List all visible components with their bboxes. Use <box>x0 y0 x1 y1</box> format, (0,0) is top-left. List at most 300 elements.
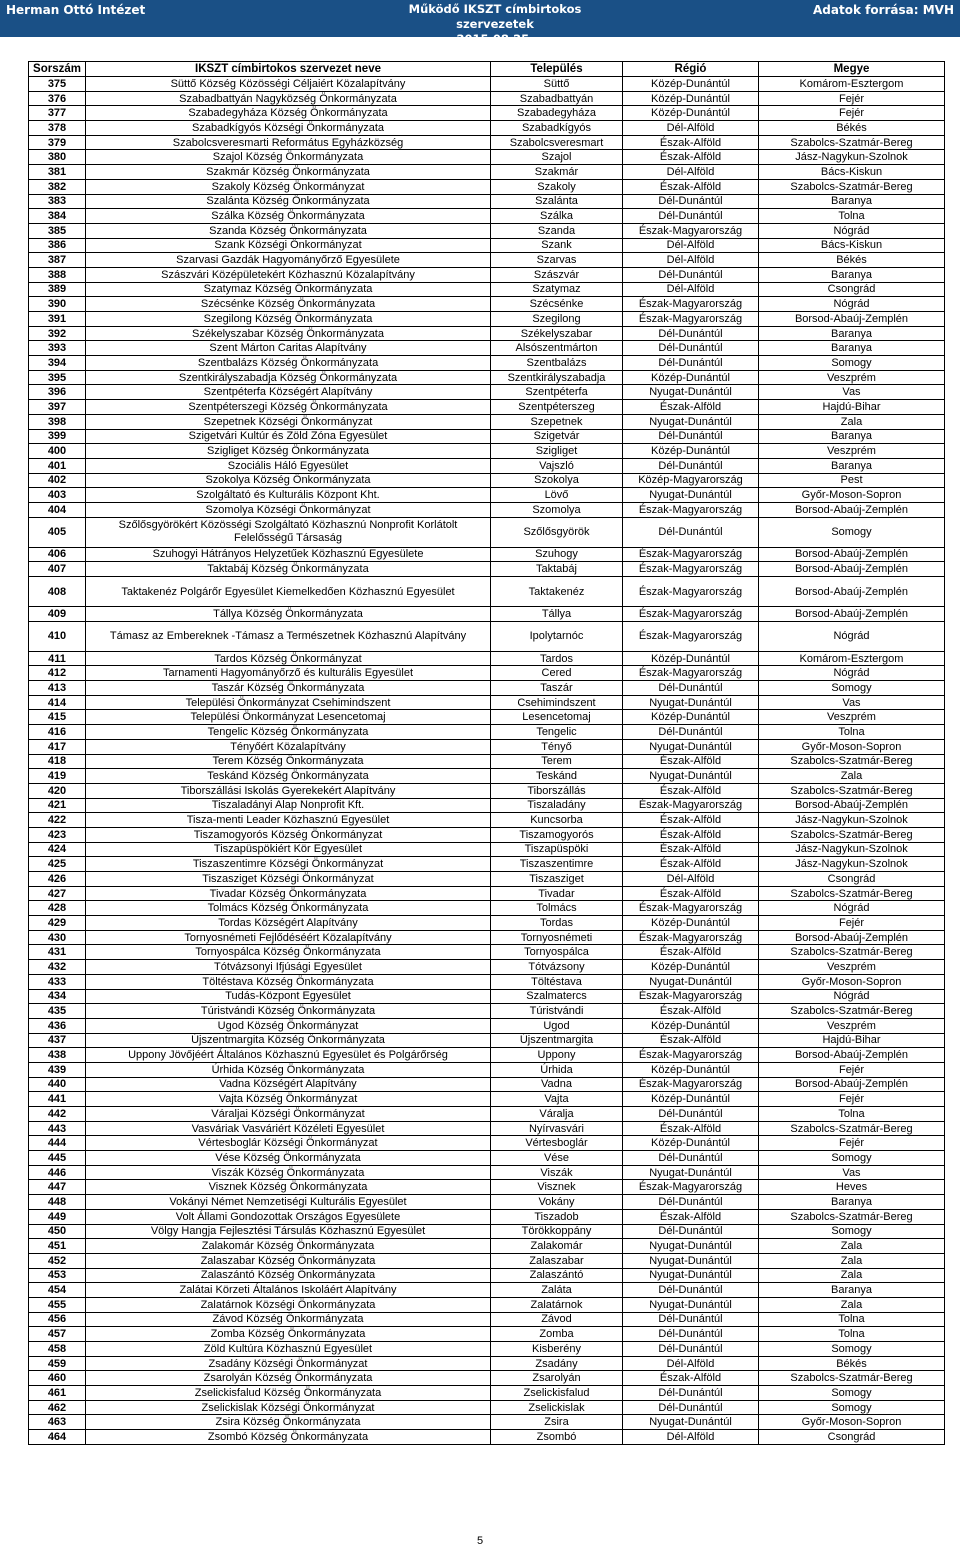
table-row <box>29 1107 945 1122</box>
county-cell: Nógrád <box>759 621 945 651</box>
document-title: Működő IKSZT címbirtokos szervezetek <box>408 2 582 31</box>
settlement-cell: Szigetvár <box>491 429 623 444</box>
organization-name-cell: Tiszapüspökiért Kör Egyesület <box>86 842 491 857</box>
row-number-cell: 458 <box>29 1342 86 1357</box>
organization-name-cell: Tiborszállási Iskolás Gyerekekért Alapítvány <box>86 783 491 798</box>
county-cell: Borsod-Abaúj-Zemplén <box>759 798 945 813</box>
table-row <box>29 1312 945 1327</box>
settlement-cell: Zomba <box>491 1327 623 1342</box>
column-header-number: Sorszám <box>29 62 86 77</box>
settlement-cell: Szepetnek <box>491 414 623 429</box>
table-row <box>29 827 945 842</box>
settlement-cell: Szigliget <box>491 444 623 459</box>
region-cell: Dél-Dunántúl <box>623 1107 759 1122</box>
county-cell: Zala <box>759 1297 945 1312</box>
table-row <box>29 1342 945 1357</box>
table-row <box>29 974 945 989</box>
table-row <box>29 121 945 136</box>
organization-name-cell: Zsombó Község Önkormányzata <box>86 1430 491 1445</box>
organization-name-cell: Szomolya Községi Önkormányzat <box>86 502 491 517</box>
organization-name-cell: Tiszamogyorós Község Önkormányzat <box>86 827 491 842</box>
column-header-county: Megye <box>759 62 945 77</box>
organization-name-cell: Szigliget Község Önkormányzata <box>86 444 491 459</box>
row-number-cell: 403 <box>29 488 86 503</box>
county-cell: Szabolcs-Szatmár-Bereg <box>759 827 945 842</box>
row-number-cell: 392 <box>29 326 86 341</box>
region-cell: Észak-Magyarország <box>623 930 759 945</box>
settlement-cell: Szabolcsveresmart <box>491 135 623 150</box>
row-number-cell: 460 <box>29 1371 86 1386</box>
organization-name-cell: Úrhida Község Önkormányzata <box>86 1062 491 1077</box>
region-cell: Észak-Alföld <box>623 886 759 901</box>
county-cell: Nógrád <box>759 666 945 681</box>
region-cell: Dél-Alföld <box>623 872 759 887</box>
organization-name-cell: Zsadány Községi Önkormányzat <box>86 1356 491 1371</box>
organization-name-cell: Zselickisfalud Község Önkormányzata <box>86 1386 491 1401</box>
region-cell: Dél-Dunántúl <box>623 194 759 209</box>
region-cell: Nyugat-Dunántúl <box>623 1415 759 1430</box>
settlement-cell: Nyírvasvári <box>491 1121 623 1136</box>
row-number-cell: 455 <box>29 1297 86 1312</box>
county-cell: Szabolcs-Szatmár-Bereg <box>759 1209 945 1224</box>
region-cell: Észak-Magyarország <box>623 577 759 607</box>
settlement-cell: Taktakenéz <box>491 577 623 607</box>
table-row <box>29 651 945 666</box>
row-number-cell: 447 <box>29 1180 86 1195</box>
table-row <box>29 989 945 1004</box>
county-cell: Heves <box>759 1180 945 1195</box>
county-cell: Veszprém <box>759 960 945 975</box>
settlement-cell: Lövő <box>491 488 623 503</box>
settlement-cell: Tiborszállás <box>491 783 623 798</box>
organization-name-cell: Visznek Község Önkormányzata <box>86 1180 491 1195</box>
region-cell: Nyugat-Dunántúl <box>623 695 759 710</box>
table-row <box>29 458 945 473</box>
organization-name-cell: Szabadbattyán Nagyközség Önkormányzata <box>86 91 491 106</box>
county-cell: Nógrád <box>759 297 945 312</box>
row-number-cell: 433 <box>29 974 86 989</box>
organization-name-cell: Tényőért Közalapítvány <box>86 739 491 754</box>
table-row <box>29 872 945 887</box>
county-cell: Baranya <box>759 458 945 473</box>
region-cell: Közép-Dunántúl <box>623 106 759 121</box>
region-cell: Nyugat-Dunántúl <box>623 1268 759 1283</box>
county-cell: Borsod-Abaúj-Zemplén <box>759 930 945 945</box>
settlement-cell: Tornyospálca <box>491 945 623 960</box>
row-number-cell: 399 <box>29 429 86 444</box>
table-row <box>29 695 945 710</box>
settlement-cell: Tivadar <box>491 886 623 901</box>
organization-name-cell: Szigetvári Kultúr és Zöld Zóna Egyesület <box>86 429 491 444</box>
region-cell: Dél-Alföld <box>623 121 759 136</box>
table-row <box>29 1033 945 1048</box>
table-row <box>29 91 945 106</box>
table-row <box>29 607 945 622</box>
organization-name-cell: Települési Önkormányzat Lesencetomaj <box>86 710 491 725</box>
region-cell: Közép-Dunántúl <box>623 1018 759 1033</box>
organization-name-cell: Szentkirályszabadja Község Önkormányzata <box>86 370 491 385</box>
page-header <box>0 0 960 46</box>
organization-name-cell: Zalaszabar Község Önkormányzata <box>86 1253 491 1268</box>
region-cell: Észak-Magyarország <box>623 1077 759 1092</box>
column-header-region: Régió <box>623 62 759 77</box>
organization-name-cell: Szentpéterfa Községért Alapítvány <box>86 385 491 400</box>
settlement-cell: Zselickisfalud <box>491 1386 623 1401</box>
organization-name-cell: Szécsénke Község Önkormányzata <box>86 297 491 312</box>
region-cell: Dél-Alföld <box>623 1430 759 1445</box>
region-cell: Dél-Dunántúl <box>623 1342 759 1357</box>
county-cell: Hajdú-Bihar <box>759 1033 945 1048</box>
county-cell: Békés <box>759 1356 945 1371</box>
table-row <box>29 1400 945 1415</box>
region-cell: Nyugat-Dunántúl <box>623 769 759 784</box>
organization-name-cell: Szajol Község Önkormányzata <box>86 150 491 165</box>
settlement-cell: Zalakomár <box>491 1239 623 1254</box>
table-row <box>29 165 945 180</box>
county-cell: Szabolcs-Szatmár-Bereg <box>759 886 945 901</box>
settlement-cell: Törökkoppány <box>491 1224 623 1239</box>
county-cell: Borsod-Abaúj-Zemplén <box>759 502 945 517</box>
region-cell: Észak-Alföld <box>623 150 759 165</box>
organization-name-cell: Szolgáltató és Kulturális Központ Kht. <box>86 488 491 503</box>
table-row <box>29 297 945 312</box>
organization-name-cell: Szabadegyháza Község Önkormányzata <box>86 106 491 121</box>
region-cell: Nyugat-Dunántúl <box>623 1239 759 1254</box>
settlement-cell: Töltéstava <box>491 974 623 989</box>
county-cell: Borsod-Abaúj-Zemplén <box>759 547 945 562</box>
region-cell: Észak-Alföld <box>623 1004 759 1019</box>
county-cell: Csongrád <box>759 282 945 297</box>
settlement-cell: Csehimindszent <box>491 695 623 710</box>
organization-name-cell: Szarvasi Gazdák Hagyományőrző Egyesülete <box>86 253 491 268</box>
row-number-cell: 381 <box>29 165 86 180</box>
county-cell: Fejér <box>759 1136 945 1151</box>
region-cell: Nyugat-Dunántúl <box>623 385 759 400</box>
row-number-cell: 408 <box>29 577 86 607</box>
county-cell: Tolna <box>759 725 945 740</box>
settlement-cell: Tiszaladány <box>491 798 623 813</box>
organization-name-cell: Települési Önkormányzat Csehimindszent <box>86 695 491 710</box>
organization-name-cell: Zalakomár Község Önkormányzata <box>86 1239 491 1254</box>
organization-name-cell: Terem Község Önkormányzata <box>86 754 491 769</box>
table-row <box>29 739 945 754</box>
organization-name-cell: Tornyosnémeti Fejlődéséért Közalapítvány <box>86 930 491 945</box>
region-cell: Észak-Alföld <box>623 857 759 872</box>
organization-name-cell: Zsira Község Önkormányzata <box>86 1415 491 1430</box>
row-number-cell: 387 <box>29 253 86 268</box>
row-number-cell: 411 <box>29 651 86 666</box>
row-number-cell: 417 <box>29 739 86 754</box>
region-cell: Észak-Magyarország <box>623 297 759 312</box>
row-number-cell: 462 <box>29 1400 86 1415</box>
region-cell: Nyugat-Dunántúl <box>623 739 759 754</box>
row-number-cell: 431 <box>29 945 86 960</box>
settlement-cell: Zselickislak <box>491 1400 623 1415</box>
settlement-cell: Túristvándi <box>491 1004 623 1019</box>
settlement-cell: Szokolya <box>491 473 623 488</box>
table-row <box>29 385 945 400</box>
organization-name-cell: Szálka Község Önkormányzata <box>86 209 491 224</box>
row-number-cell: 440 <box>29 1077 86 1092</box>
row-number-cell: 422 <box>29 813 86 828</box>
organization-name-cell: Váraljai Községi Önkormányzat <box>86 1107 491 1122</box>
region-cell: Dél-Dunántúl <box>623 517 759 547</box>
region-cell: Észak-Magyarország <box>623 223 759 238</box>
organization-name-cell: Tudás-Központ Egyesület <box>86 989 491 1004</box>
organization-name-cell: Tarnamenti Hagyományőrző és kulturális Egyesület <box>86 666 491 681</box>
settlement-cell: Závod <box>491 1312 623 1327</box>
table-row <box>29 960 945 975</box>
settlement-cell: Szatymaz <box>491 282 623 297</box>
page-number: 5 <box>476 1535 484 1547</box>
county-cell: Szabolcs-Szatmár-Bereg <box>759 135 945 150</box>
row-number-cell: 430 <box>29 930 86 945</box>
region-cell: Dél-Dunántúl <box>623 356 759 371</box>
settlement-cell: Ipolytarnóc <box>491 621 623 651</box>
row-number-cell: 463 <box>29 1415 86 1430</box>
row-number-cell: 378 <box>29 121 86 136</box>
table-row <box>29 798 945 813</box>
organization-name-cell: Támasz az Embereknek -Támasz a Természetnek Közhasznú Alapítvány <box>86 621 491 651</box>
settlement-cell: Alsószentmárton <box>491 341 623 356</box>
county-cell: Baranya <box>759 267 945 282</box>
organization-name-cell: Szociális Háló Egyesület <box>86 458 491 473</box>
settlement-cell: Szomolya <box>491 502 623 517</box>
region-cell: Közép-Dunántúl <box>623 444 759 459</box>
row-number-cell: 456 <box>29 1312 86 1327</box>
organization-name-cell: Szakoly Község Önkormányzat <box>86 179 491 194</box>
table-row <box>29 857 945 872</box>
table-row <box>29 1165 945 1180</box>
county-cell: Tolna <box>759 209 945 224</box>
organization-name-cell: Szegilong Község Önkormányzata <box>86 312 491 327</box>
region-cell: Észak-Alföld <box>623 827 759 842</box>
county-cell: Nógrád <box>759 223 945 238</box>
row-number-cell: 453 <box>29 1268 86 1283</box>
organization-name-cell: Zalatárnok Községi Önkormányzata <box>86 1297 491 1312</box>
table-row <box>29 1297 945 1312</box>
table-row <box>29 1018 945 1033</box>
settlement-cell: Tállya <box>491 607 623 622</box>
settlement-cell: Tornyosnémeti <box>491 930 623 945</box>
settlement-cell: Tiszapüspöki <box>491 842 623 857</box>
settlement-cell: Tiszasziget <box>491 872 623 887</box>
table-row <box>29 444 945 459</box>
table-row <box>29 1062 945 1077</box>
row-number-cell: 376 <box>29 91 86 106</box>
table-row <box>29 916 945 931</box>
row-number-cell: 404 <box>29 502 86 517</box>
region-cell: Közép-Magyarország <box>623 473 759 488</box>
organization-name-cell: Szanda Község Önkormányzata <box>86 223 491 238</box>
county-cell: Bács-Kiskun <box>759 165 945 180</box>
organization-name-cell: Tiszaladányi Alap Nonprofit Kft. <box>86 798 491 813</box>
row-number-cell: 394 <box>29 356 86 371</box>
region-cell: Dél-Dunántúl <box>623 458 759 473</box>
settlement-cell: Szajol <box>491 150 623 165</box>
institute-name: Herman Ottó Intézet <box>6 3 146 17</box>
region-cell: Észak-Alföld <box>623 754 759 769</box>
row-number-cell: 405 <box>29 517 86 547</box>
row-number-cell: 449 <box>29 1209 86 1224</box>
table-row <box>29 666 945 681</box>
region-cell: Észak-Alföld <box>623 813 759 828</box>
header-title-block <box>370 2 620 47</box>
county-cell: Békés <box>759 253 945 268</box>
organization-name-cell: Szabadkígyós Községi Önkormányzata <box>86 121 491 136</box>
settlement-cell: Tolmács <box>491 901 623 916</box>
table-row <box>29 1415 945 1430</box>
table-row <box>29 783 945 798</box>
county-cell: Szabolcs-Szatmár-Bereg <box>759 754 945 769</box>
settlement-cell: Szuhogy <box>491 547 623 562</box>
region-cell: Észak-Magyarország <box>623 607 759 622</box>
settlement-cell: Szank <box>491 238 623 253</box>
settlement-cell: Váralja <box>491 1107 623 1122</box>
organization-name-cell: Zomba Község Önkormányzata <box>86 1327 491 1342</box>
table-row <box>29 1371 945 1386</box>
table-row <box>29 1268 945 1283</box>
row-number-cell: 401 <box>29 458 86 473</box>
row-number-cell: 397 <box>29 400 86 415</box>
settlement-cell: Vértesboglár <box>491 1136 623 1151</box>
table-row <box>29 1004 945 1019</box>
region-cell: Észak-Magyarország <box>623 798 759 813</box>
region-cell: Dél-Dunántúl <box>623 1195 759 1210</box>
settlement-cell: Szabadkígyós <box>491 121 623 136</box>
region-cell: Észak-Magyarország <box>623 502 759 517</box>
table-row <box>29 312 945 327</box>
organization-name-cell: Tótvázsonyi Ifjúsági Egyesület <box>86 960 491 975</box>
region-cell: Dél-Dunántúl <box>623 209 759 224</box>
county-cell: Győr-Moson-Sopron <box>759 1415 945 1430</box>
table-row <box>29 370 945 385</box>
organization-name-cell: Vokányi Német Nemzetiségi Kulturális Egyesület <box>86 1195 491 1210</box>
organization-name-cell: Szank Községi Önkormányzat <box>86 238 491 253</box>
settlement-cell: Vajta <box>491 1092 623 1107</box>
region-cell: Észak-Magyarország <box>623 547 759 562</box>
row-number-cell: 415 <box>29 710 86 725</box>
county-cell: Tolna <box>759 1107 945 1122</box>
row-number-cell: 452 <box>29 1253 86 1268</box>
organization-name-cell: Vasváriak Vasváriért Közéleti Egyesület <box>86 1121 491 1136</box>
region-cell: Észak-Magyarország <box>623 901 759 916</box>
table-row <box>29 1356 945 1371</box>
region-cell: Észak-Magyarország <box>623 666 759 681</box>
row-number-cell: 386 <box>29 238 86 253</box>
region-cell: Észak-Magyarország <box>623 1180 759 1195</box>
region-cell: Észak-Alföld <box>623 1371 759 1386</box>
county-cell: Baranya <box>759 341 945 356</box>
county-cell: Zala <box>759 1268 945 1283</box>
settlement-cell: Uppony <box>491 1048 623 1063</box>
table-row <box>29 502 945 517</box>
county-cell: Baranya <box>759 429 945 444</box>
region-cell: Dél-Dunántúl <box>623 1151 759 1166</box>
table-row <box>29 414 945 429</box>
settlement-cell: Ugod <box>491 1018 623 1033</box>
settlement-cell: Vokány <box>491 1195 623 1210</box>
row-number-cell: 420 <box>29 783 86 798</box>
row-number-cell: 438 <box>29 1048 86 1063</box>
settlement-cell: Szentbalázs <box>491 356 623 371</box>
row-number-cell: 451 <box>29 1239 86 1254</box>
table-row <box>29 77 945 92</box>
settlement-cell: Teskánd <box>491 769 623 784</box>
column-header-settlement: Település <box>491 62 623 77</box>
region-cell: Közép-Dunántúl <box>623 651 759 666</box>
county-cell: Somogy <box>759 1224 945 1239</box>
county-cell: Somogy <box>759 1400 945 1415</box>
settlement-cell: Tótvázsony <box>491 960 623 975</box>
county-cell: Veszprém <box>759 444 945 459</box>
region-cell: Észak-Alföld <box>623 135 759 150</box>
row-number-cell: 407 <box>29 562 86 577</box>
settlement-cell: Tengelic <box>491 725 623 740</box>
table-row <box>29 621 945 651</box>
county-cell: Győr-Moson-Sopron <box>759 739 945 754</box>
row-number-cell: 457 <box>29 1327 86 1342</box>
row-number-cell: 428 <box>29 901 86 916</box>
region-cell: Észak-Alföld <box>623 945 759 960</box>
table-row <box>29 577 945 607</box>
region-cell: Dél-Dunántúl <box>623 1312 759 1327</box>
table-row <box>29 1151 945 1166</box>
settlement-cell: Tényő <box>491 739 623 754</box>
region-cell: Dél-Dunántúl <box>623 681 759 696</box>
table-row <box>29 547 945 562</box>
settlement-cell: Viszák <box>491 1165 623 1180</box>
table-row <box>29 106 945 121</box>
county-cell: Bács-Kiskun <box>759 238 945 253</box>
table-row <box>29 1430 945 1445</box>
table-row <box>29 356 945 371</box>
region-cell: Észak-Magyarország <box>623 1048 759 1063</box>
county-cell: Zala <box>759 1239 945 1254</box>
county-cell: Baranya <box>759 194 945 209</box>
region-cell: Dél-Dunántúl <box>623 341 759 356</box>
county-cell: Szabolcs-Szatmár-Bereg <box>759 179 945 194</box>
county-cell: Tolna <box>759 1312 945 1327</box>
county-cell: Veszprém <box>759 710 945 725</box>
county-cell: Zala <box>759 769 945 784</box>
settlement-cell: Taszár <box>491 681 623 696</box>
settlement-cell: Zsarolyán <box>491 1371 623 1386</box>
settlement-cell: Lesencetomaj <box>491 710 623 725</box>
table-row <box>29 135 945 150</box>
row-number-cell: 375 <box>29 77 86 92</box>
row-number-cell: 432 <box>29 960 86 975</box>
organization-name-cell: Taktabáj Község Önkormányzata <box>86 562 491 577</box>
region-cell: Észak-Magyarország <box>623 989 759 1004</box>
organization-name-cell: Tivadar Község Önkormányzata <box>86 886 491 901</box>
row-number-cell: 400 <box>29 444 86 459</box>
settlement-cell: Szakmár <box>491 165 623 180</box>
organization-name-cell: Szokolya Község Önkormányzata <box>86 473 491 488</box>
settlement-cell: Zsadány <box>491 1356 623 1371</box>
table-row <box>29 517 945 547</box>
row-number-cell: 395 <box>29 370 86 385</box>
table-row <box>29 253 945 268</box>
county-cell: Győr-Moson-Sopron <box>759 974 945 989</box>
region-cell: Dél-Dunántúl <box>623 1283 759 1298</box>
county-cell: Vas <box>759 1165 945 1180</box>
row-number-cell: 434 <box>29 989 86 1004</box>
table-row <box>29 1195 945 1210</box>
row-number-cell: 412 <box>29 666 86 681</box>
region-cell: Észak-Alföld <box>623 179 759 194</box>
row-number-cell: 435 <box>29 1004 86 1019</box>
